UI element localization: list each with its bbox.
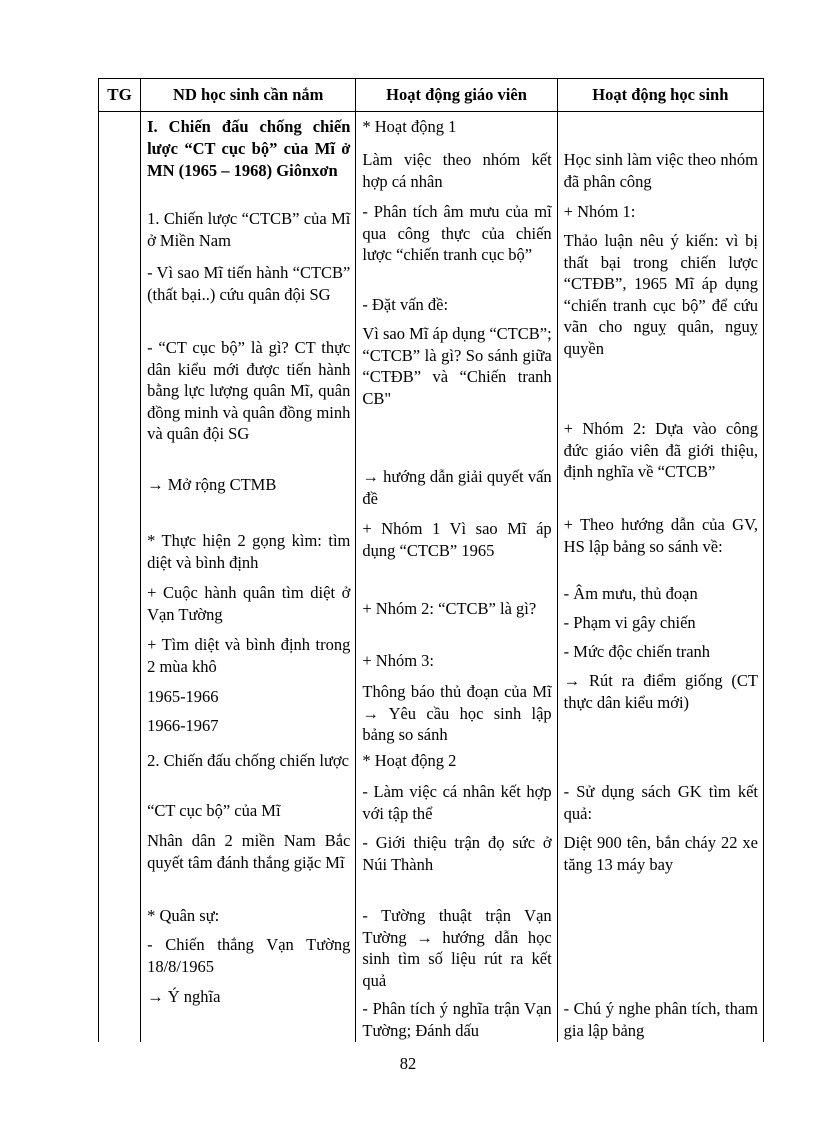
table-row [99,112,764,1043]
nd-item: → Mở rộng CTMB [147,475,277,494]
hs-item: Thảo luận nêu ý kiến: vì bị thất bại trong chiến lược “CTĐB”, 1965 Mĩ áp dụng “chiến tranh cục bộ” để cứu vãn cho nguỵ quân, nguỵ quyền [563,231,758,358]
nd-item: Nhân dân 2 miền Nam Bắc quyết tâm đánh thắng giặc Mĩ [147,831,351,872]
table-header-row [99,79,764,112]
gv-item: Thông báo thủ đoạn của Mĩ → Yêu cầu học sinh lập bảng so sánh [362,682,552,745]
gv-item: - Giới thiệu trận đọ sức ở Núi Thành [362,833,552,874]
header-hs: Hoạt động học sinh [557,79,763,112]
hs-item: - Sử dụng sách GK tìm kết quả: [563,782,758,823]
hs-item: + Nhóm 2: Dựa vào công đức giáo viên đã giới thiệu, định nghĩa về “CTCB” [563,419,758,482]
hs-item: - Âm mưu, thủ đoạn [563,584,698,603]
header-gv: Hoạt động giáo viên [356,79,557,112]
hs-item: - Phạm vi gây chiến [563,613,696,632]
nd-item: + Cuộc hành quân tìm diệt ở Vạn Tường [147,583,351,624]
hs-cell [557,112,763,1043]
gv-item: - Đặt vấn đề: [362,295,449,314]
hs-item: - Chú ý nghe phân tích, tham gia lập bảng [563,999,758,1040]
hs-item: - Mức độc chiến tranh [563,642,711,661]
header-nd: ND học sinh cần nắm [141,79,356,112]
hs-item: + Nhóm 1: [563,202,636,221]
gv-item: - Tường thuật trận Vạn Tường → hướng dẫn học sinh tìm số liệu rút ra kết quả [362,906,552,990]
gv-item: Vì sao Mĩ áp dụng “CTCB”; “CTCB” là gì? So sánh giữa “CTĐB” và “Chiến tranh CB" [362,324,552,408]
page-number: 82 [399,1054,417,1073]
gv-item: + Nhóm 2: “CTCB” là gì? [362,599,537,618]
nd-item: - Vì sao Mĩ tiến hành “CTCB” (thất bại..) cứu quân đội SG [147,263,351,304]
hs-item: Học sinh làm việc theo nhóm đã phân công [563,150,758,191]
gv-item: + Nhóm 3: [362,651,435,670]
nd-item: 1. Chiến lược “CTCB” của Mĩ ở Miền Nam [147,209,351,250]
gv-item: → hướng dẫn giải quyết vấn đề [362,467,552,508]
nd-item: - “CT cục bộ” là gì? CT thực dân kiểu mới được tiến hành bằng lực lượng quân Mĩ, quân đồng minh và quân đồng minh và quân đội SG [147,338,351,444]
header-tg: TG [99,79,141,112]
tg-cell [99,112,141,1043]
nd-item: 1965-1966 [147,687,219,706]
gv-cell [356,112,557,1043]
nd-item: → Ý nghĩa [147,987,221,1006]
nd-item: “CT cục bộ” của Mĩ [147,801,281,820]
gv-item: - Làm việc cá nhân kết hợp với tập thể [362,782,552,823]
lesson-plan-table [98,78,764,1042]
nd-cell [141,112,356,1043]
hs-item: → Rút ra điểm giống (CT thực dân kiểu mới) [563,671,758,712]
nd-item: 1966-1967 [147,716,219,735]
nd-item: * Quân sự: [147,906,220,925]
nd-item: + Tìm diệt và bình định trong 2 mùa khô [147,635,351,676]
hs-item: + Theo hướng dẫn của GV, HS lập bảng so sánh về: [563,515,758,556]
nd-item: - Chiến thắng Vạn Tường 18/8/1965 [147,935,351,976]
nd-item: * Thực hiện 2 gọng kìm: tìm diệt và bình định [147,531,351,572]
nd-item: 2. Chiến đấu chống chiến lược [147,751,349,770]
gv-item: - Phân tích ý nghĩa trận Vạn Tường; Đánh dấu [362,999,552,1040]
gv-item: + Nhóm 1 Vì sao Mĩ áp dụng “CTCB” 1965 [362,519,552,560]
gv-item: - Phân tích âm mưu của mĩ qua công thực của chiến lược “chiến tranh cục bộ” [362,202,552,265]
gv-item: * Hoạt động 2 [362,751,457,770]
gv-item: Làm việc theo nhóm kết hợp cá nhân [362,150,552,191]
section-heading: I. Chiến đấu chống chiến lược “CT cục bộ” của Mĩ ở MN (1965 – 1968) Giônxơn [147,117,351,180]
hs-item: Diệt 900 tên, bắn cháy 22 xe tăng 13 máy bay [563,833,758,874]
gv-item: * Hoạt động 1 [362,117,457,136]
